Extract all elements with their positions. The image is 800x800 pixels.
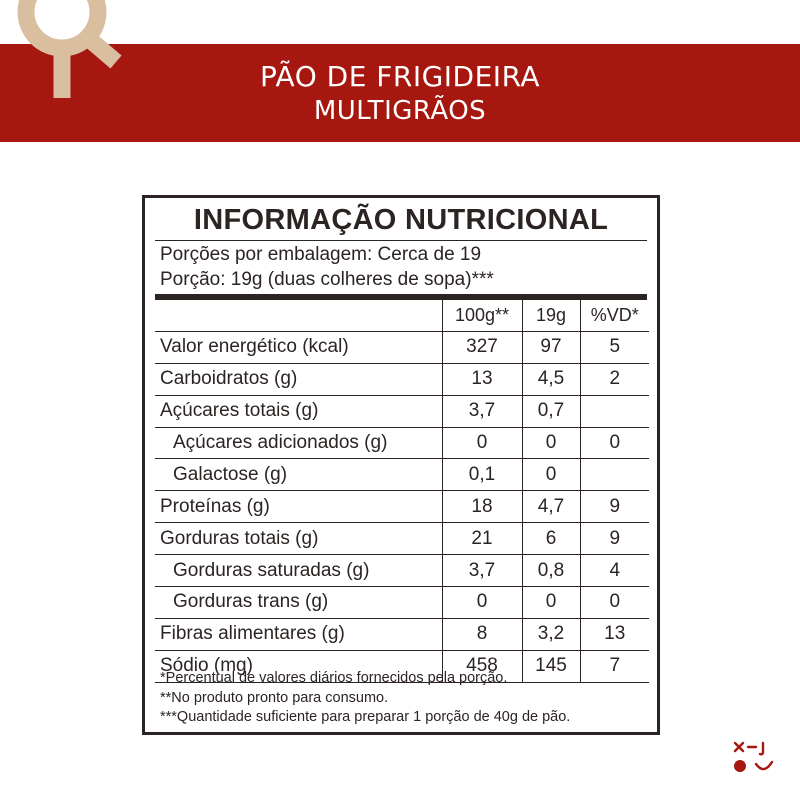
table-header-row [155, 300, 649, 331]
table-row [155, 587, 649, 619]
footnote-serving-quantity: ***Quantidade suficiente para preparar 1 porção de 40g de pão. [160, 709, 571, 725]
table-row [155, 555, 649, 587]
table-row [155, 363, 649, 395]
value-daily-value: 9 [580, 491, 649, 523]
value-per-serving: 0,8 [522, 555, 580, 587]
value-per-100g: 8 [442, 618, 522, 650]
value-daily-value: 13 [580, 618, 649, 650]
footnote-ready-to-eat: **No produto pronto para consumo. [160, 689, 389, 706]
value-daily-value: 0 [580, 587, 649, 619]
value-per-serving: 0 [522, 459, 580, 491]
table-row [155, 618, 649, 650]
nutrient-name: Gorduras saturadas (g) [155, 555, 442, 587]
product-title: PÃO DE FRIGIDEIRA [259, 60, 541, 93]
serving-info [160, 242, 494, 292]
nutrient-name: Açúcares adicionados (g) [155, 427, 442, 459]
table-row [155, 523, 649, 555]
nutrient-name: Açúcares totais (g) [155, 395, 442, 427]
value-daily-value [580, 459, 649, 491]
value-per-100g: 0 [442, 587, 522, 619]
value-per-serving: 4,7 [522, 491, 580, 523]
value-per-100g: 3,7 [442, 555, 522, 587]
column-header-per-100g: 100g** [442, 300, 522, 331]
value-per-serving: 97 [522, 331, 580, 363]
label-title: INFORMAÇÃO NUTRICIONAL [193, 204, 609, 236]
nutrient-name: Carboidratos (g) [155, 363, 442, 395]
servings-per-package: Porções por embalagem: Cerca de 19 [160, 244, 482, 265]
nutrient-name: Gorduras trans (g) [155, 587, 442, 619]
nutrition-facts-label [142, 195, 660, 735]
value-daily-value [580, 395, 649, 427]
column-header-per-serving: 19g [522, 300, 580, 331]
sun-emblem-icon [0, 0, 150, 110]
value-per-serving: 4,5 [522, 363, 580, 395]
table-row [155, 459, 649, 491]
value-per-100g: 18 [442, 491, 522, 523]
value-daily-value: 4 [580, 555, 649, 587]
column-header-daily-value: %VD* [580, 300, 649, 331]
table-row [155, 395, 649, 427]
nutrient-name: Gorduras totais (g) [155, 523, 442, 555]
value-per-100g: 3,7 [442, 395, 522, 427]
footnotes [160, 669, 570, 728]
value-daily-value: 7 [580, 650, 649, 682]
nutrient-name: Galactose (g) [155, 459, 442, 491]
table-row [155, 331, 649, 363]
value-daily-value: 5 [580, 331, 649, 363]
value-per-serving: 0 [522, 587, 580, 619]
value-per-100g: 327 [442, 331, 522, 363]
value-per-serving: 3,2 [522, 618, 580, 650]
value-per-serving: 6 [522, 523, 580, 555]
serving-size: Porção: 19g (duas colheres de sopa)*** [160, 269, 494, 290]
product-subtitle: MULTIGRÃOS [313, 96, 487, 126]
nutrient-name: Proteínas (g) [155, 491, 442, 523]
table-row [155, 491, 649, 523]
nutrition-table-body [155, 331, 649, 682]
value-per-serving: 0,7 [522, 395, 580, 427]
value-daily-value: 0 [580, 427, 649, 459]
nutrient-name: Valor energético (kcal) [155, 331, 442, 363]
value-per-100g: 458 [442, 650, 522, 682]
divider [155, 240, 647, 241]
table-row [155, 427, 649, 459]
nutrient-name: Fibras alimentares (g) [155, 618, 442, 650]
value-per-100g: 21 [442, 523, 522, 555]
value-daily-value: 2 [580, 363, 649, 395]
footnote-daily-value: *Percentual de valores diários fornecidos pela porção. [160, 670, 508, 686]
value-per-100g: 0,1 [442, 459, 522, 491]
value-per-serving: 0 [522, 427, 580, 459]
nutrient-name: Sódio (mg) [155, 650, 442, 682]
column-header-nutrient [155, 300, 442, 331]
value-per-100g: 0 [442, 427, 522, 459]
brand-face-logo-icon [730, 740, 775, 780]
value-per-serving: 145 [522, 650, 580, 682]
value-per-100g: 13 [442, 363, 522, 395]
nutrition-table [155, 300, 649, 683]
value-daily-value: 9 [580, 523, 649, 555]
